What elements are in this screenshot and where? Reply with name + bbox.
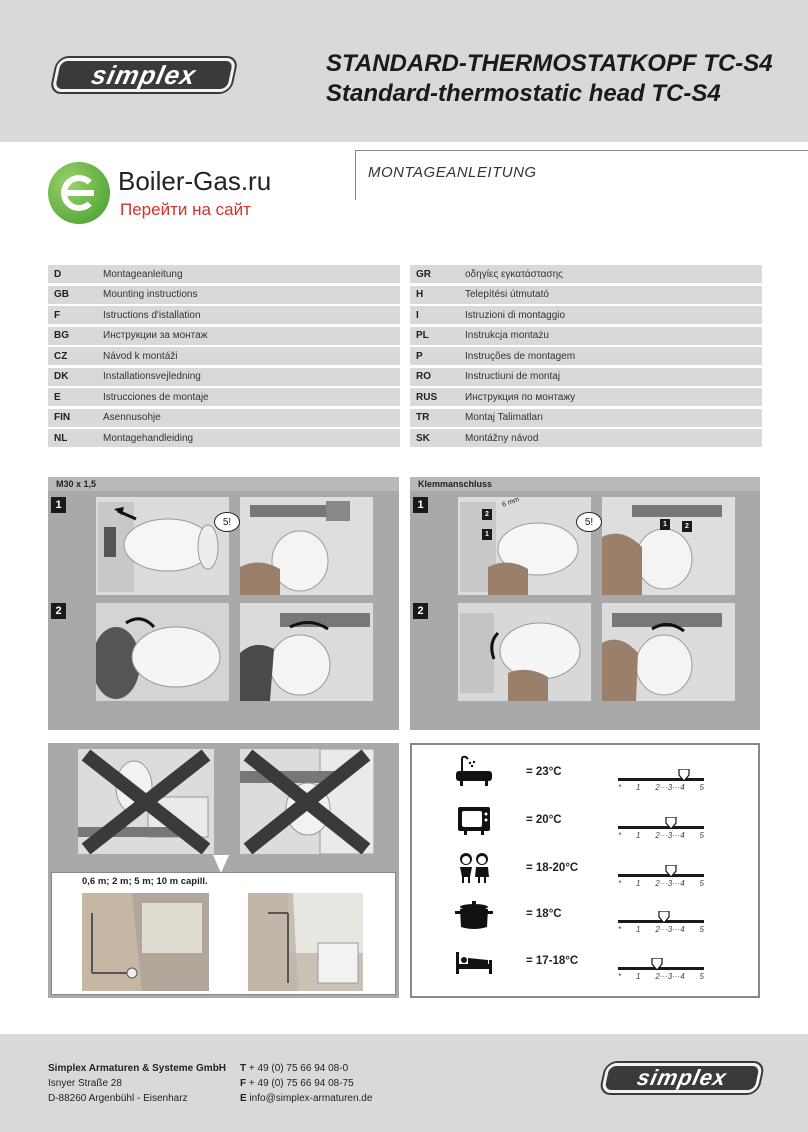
language-instruction-title: Návod k montáži	[103, 350, 178, 362]
subtitle-divider	[355, 150, 808, 151]
temperature-value: = 20°C	[526, 814, 562, 826]
photo-m30-step1-hand	[240, 497, 373, 595]
step-number: 2	[51, 603, 66, 619]
photo-clamp-step2-align	[458, 603, 591, 701]
scale-tick-label: *	[618, 831, 622, 840]
photo-wrong-covered-mount	[240, 749, 374, 854]
temperature-row	[412, 942, 758, 982]
company-address	[48, 1061, 226, 1106]
callout-number: 2	[682, 521, 692, 532]
language-row	[48, 409, 400, 427]
scale-setting-marker	[665, 816, 677, 828]
language-instruction-title: Telepítési útmutató	[465, 289, 549, 300]
language-code: H	[416, 289, 424, 300]
email-address[interactable]: info@simplex-armaturen.de	[249, 1093, 373, 1104]
photo-m30-step1-unscrew	[96, 497, 229, 595]
scale-tick-labels	[618, 783, 704, 792]
panel-m30-mounting	[48, 477, 399, 730]
panel-installation-position	[48, 743, 399, 998]
simplex-logo-footer	[602, 1062, 762, 1094]
scale-line	[618, 826, 704, 829]
temperature-value: = 18-20°C	[526, 862, 579, 874]
language-code: FIN	[54, 412, 71, 423]
language-row	[48, 368, 400, 386]
step-number: 1	[413, 497, 428, 513]
language-instruction-title: Instrukcja montażu	[465, 330, 549, 341]
language-row	[48, 265, 400, 283]
language-row	[48, 347, 400, 365]
language-row	[48, 306, 400, 324]
panel-clamp-title: Klemmanschluss	[410, 477, 760, 491]
scale-tick-label: 1	[636, 925, 641, 934]
callout-pointer	[213, 855, 229, 873]
scale-tick-label: 5	[699, 879, 704, 888]
language-instruction-title: Asennusohje	[103, 412, 161, 423]
language-instruction-title: Montaj Talimatları	[465, 412, 544, 423]
capillary-section	[51, 872, 396, 995]
language-row	[48, 429, 400, 447]
scale-tick-label: 1	[636, 972, 641, 981]
scale-tick-labels	[618, 879, 704, 888]
brand-name: simplex	[88, 59, 200, 90]
temperature-row	[412, 801, 758, 841]
step-number: 2	[413, 603, 428, 619]
photo-m30-step2-tighten	[240, 603, 373, 701]
callout-number: 1	[660, 519, 670, 530]
torque-callout: 5!	[214, 512, 240, 532]
scale-tick-label: 1	[636, 879, 641, 888]
scale-tick-labels	[618, 831, 704, 840]
language-row	[410, 306, 762, 324]
tv-icon	[454, 803, 494, 837]
scale-tick-label: 5	[699, 831, 704, 840]
language-row	[48, 388, 400, 406]
company-city: D-88260 Argenbühl - Eisenharz	[48, 1093, 188, 1104]
language-row	[48, 286, 400, 304]
language-row	[410, 327, 762, 345]
brand-name: simplex	[634, 1065, 730, 1090]
scale-line	[618, 874, 704, 877]
language-code: BG	[54, 330, 69, 341]
language-instruction-title: Montážny návod	[465, 432, 539, 444]
bathtub-icon	[454, 755, 494, 789]
temperature-row	[412, 895, 758, 935]
scale-tick-label: *	[618, 925, 622, 934]
language-instruction-title: Montageanleitung	[103, 268, 183, 280]
scale-tick-label: 2···3···4	[655, 925, 685, 934]
cooking-pot-icon	[454, 897, 494, 931]
language-code: NL	[54, 432, 68, 444]
gap-measure-label: 6 mm	[501, 496, 521, 509]
thermostat-scale	[618, 866, 704, 888]
language-code: F	[54, 309, 61, 321]
language-instruction-title: Istructions d'istallation	[103, 309, 201, 321]
language-instruction-title: Montagehandleiding	[103, 432, 194, 444]
torque-callout: 5!	[576, 512, 602, 532]
children-icon	[454, 851, 494, 885]
photo-clamp-step2-tighten	[602, 603, 735, 701]
language-instruction-title: Istrucciones de montaje	[103, 391, 209, 403]
language-instruction-title: Instruções de montagem	[465, 350, 576, 362]
company-street: Isnyer Straße 28	[48, 1078, 122, 1089]
language-row	[410, 409, 762, 427]
language-instruction-title: Инструкция по монтажу	[465, 391, 576, 403]
language-row	[410, 286, 762, 304]
scale-tick-labels	[618, 972, 704, 981]
scale-tick-label: 5	[699, 972, 704, 981]
language-row	[48, 327, 400, 345]
language-instruction-title: Istruzioni di montaggio	[465, 309, 566, 321]
scale-tick-label: 1	[636, 831, 641, 840]
scale-tick-label: *	[618, 783, 622, 792]
document-subtitle: MONTAGEANLEITUNG	[368, 164, 537, 181]
language-code: SK	[416, 432, 430, 444]
promo-site-link[interactable]: Перейти на сайт	[120, 200, 251, 219]
language-code: P	[416, 350, 423, 362]
scale-setting-marker	[665, 864, 677, 876]
phone-label: T	[240, 1063, 247, 1074]
fax-number: + 49 (0) 75 66 94 08-75	[248, 1078, 354, 1089]
temperature-value: = 17-18°C	[526, 955, 579, 967]
scale-tick-label: 2···3···4	[655, 783, 685, 792]
language-instruction-title: Mounting instructions	[103, 289, 198, 300]
language-instruction-title: οδηγίες εγκατάστασης	[465, 268, 563, 280]
scale-tick-label: 5	[699, 783, 704, 792]
scale-setting-marker	[658, 910, 670, 922]
thermostat-scale	[618, 818, 704, 840]
language-code: RO	[416, 371, 431, 382]
title-german: STANDARD-THERMOSTATKOPF TC-S4	[326, 50, 773, 77]
temperature-row	[412, 849, 758, 889]
thermostat-scale	[618, 912, 704, 934]
scale-tick-label: 1	[636, 783, 641, 792]
panel-m30-title: M30 x 1,5	[48, 477, 399, 491]
scale-setting-marker	[678, 768, 690, 780]
promo-site-name[interactable]: Boiler-Gas.ru	[118, 166, 272, 196]
temperature-row	[412, 753, 758, 793]
language-code: PL	[416, 330, 429, 341]
language-code: RUS	[416, 391, 438, 403]
photo-m30-step2-align	[96, 603, 229, 701]
language-table-left	[48, 265, 400, 450]
language-row	[410, 368, 762, 386]
scale-tick-label: 2···3···4	[655, 972, 685, 981]
phone-number[interactable]: + 49 (0) 75 66 94 08-0	[248, 1063, 349, 1074]
language-row	[410, 347, 762, 365]
scale-tick-label: 5	[699, 925, 704, 934]
scale-line	[618, 778, 704, 781]
language-row	[410, 265, 762, 283]
language-code: E	[54, 391, 61, 403]
title-english: Standard-thermostatic head TC-S4	[326, 80, 721, 107]
company-contact	[240, 1061, 372, 1106]
scale-tick-label: *	[618, 972, 622, 981]
company-name: Simplex Armaturen & Systeme GmbH	[48, 1063, 227, 1074]
language-table-right	[410, 265, 762, 450]
language-instruction-title: Installationsvejledning	[103, 371, 201, 382]
fax-label: F	[240, 1078, 247, 1089]
photo-clamp-step1-hand	[602, 497, 735, 595]
panel-clamp-mounting	[410, 477, 760, 730]
simplex-logo	[54, 57, 234, 93]
scale-tick-label: 2···3···4	[655, 879, 685, 888]
photo-remote-sensor-window	[248, 893, 363, 991]
thermostat-scale	[618, 770, 704, 792]
capillary-length-label: 0,6 m; 2 m; 5 m; 10 m capill.	[82, 876, 208, 887]
callout-number: 2	[482, 509, 492, 520]
temperature-value: = 18°C	[526, 908, 562, 920]
language-code: GB	[54, 289, 69, 300]
bed-icon	[454, 944, 494, 978]
photo-clamp-step1-unscrew	[458, 497, 591, 595]
step-number: 1	[51, 497, 66, 513]
language-code: DK	[54, 371, 69, 382]
scale-tick-labels	[618, 925, 704, 934]
language-code: CZ	[54, 350, 68, 362]
scale-tick-label: 2···3···4	[655, 831, 685, 840]
email-label: E	[240, 1093, 247, 1104]
language-instruction-title: Инструкции за монтаж	[103, 330, 208, 341]
scale-tick-label: *	[618, 879, 622, 888]
temperature-settings-panel	[410, 743, 760, 998]
language-code: I	[416, 309, 419, 321]
language-row	[410, 429, 762, 447]
boiler-gas-logo-icon[interactable]	[48, 162, 110, 224]
language-code: TR	[416, 412, 430, 423]
language-row	[410, 388, 762, 406]
subtitle-divider-vertical	[355, 150, 356, 200]
photo-remote-sensor-curtain	[82, 893, 209, 991]
callout-number: 1	[482, 529, 492, 540]
scale-setting-marker	[651, 957, 663, 969]
language-code: GR	[416, 268, 431, 280]
language-instruction-title: Instructiuni de montaj	[465, 371, 561, 382]
thermostat-scale	[618, 959, 704, 981]
photo-wrong-vertical-mount	[78, 749, 214, 854]
temperature-value: = 23°C	[526, 766, 562, 778]
language-code: D	[54, 268, 62, 280]
